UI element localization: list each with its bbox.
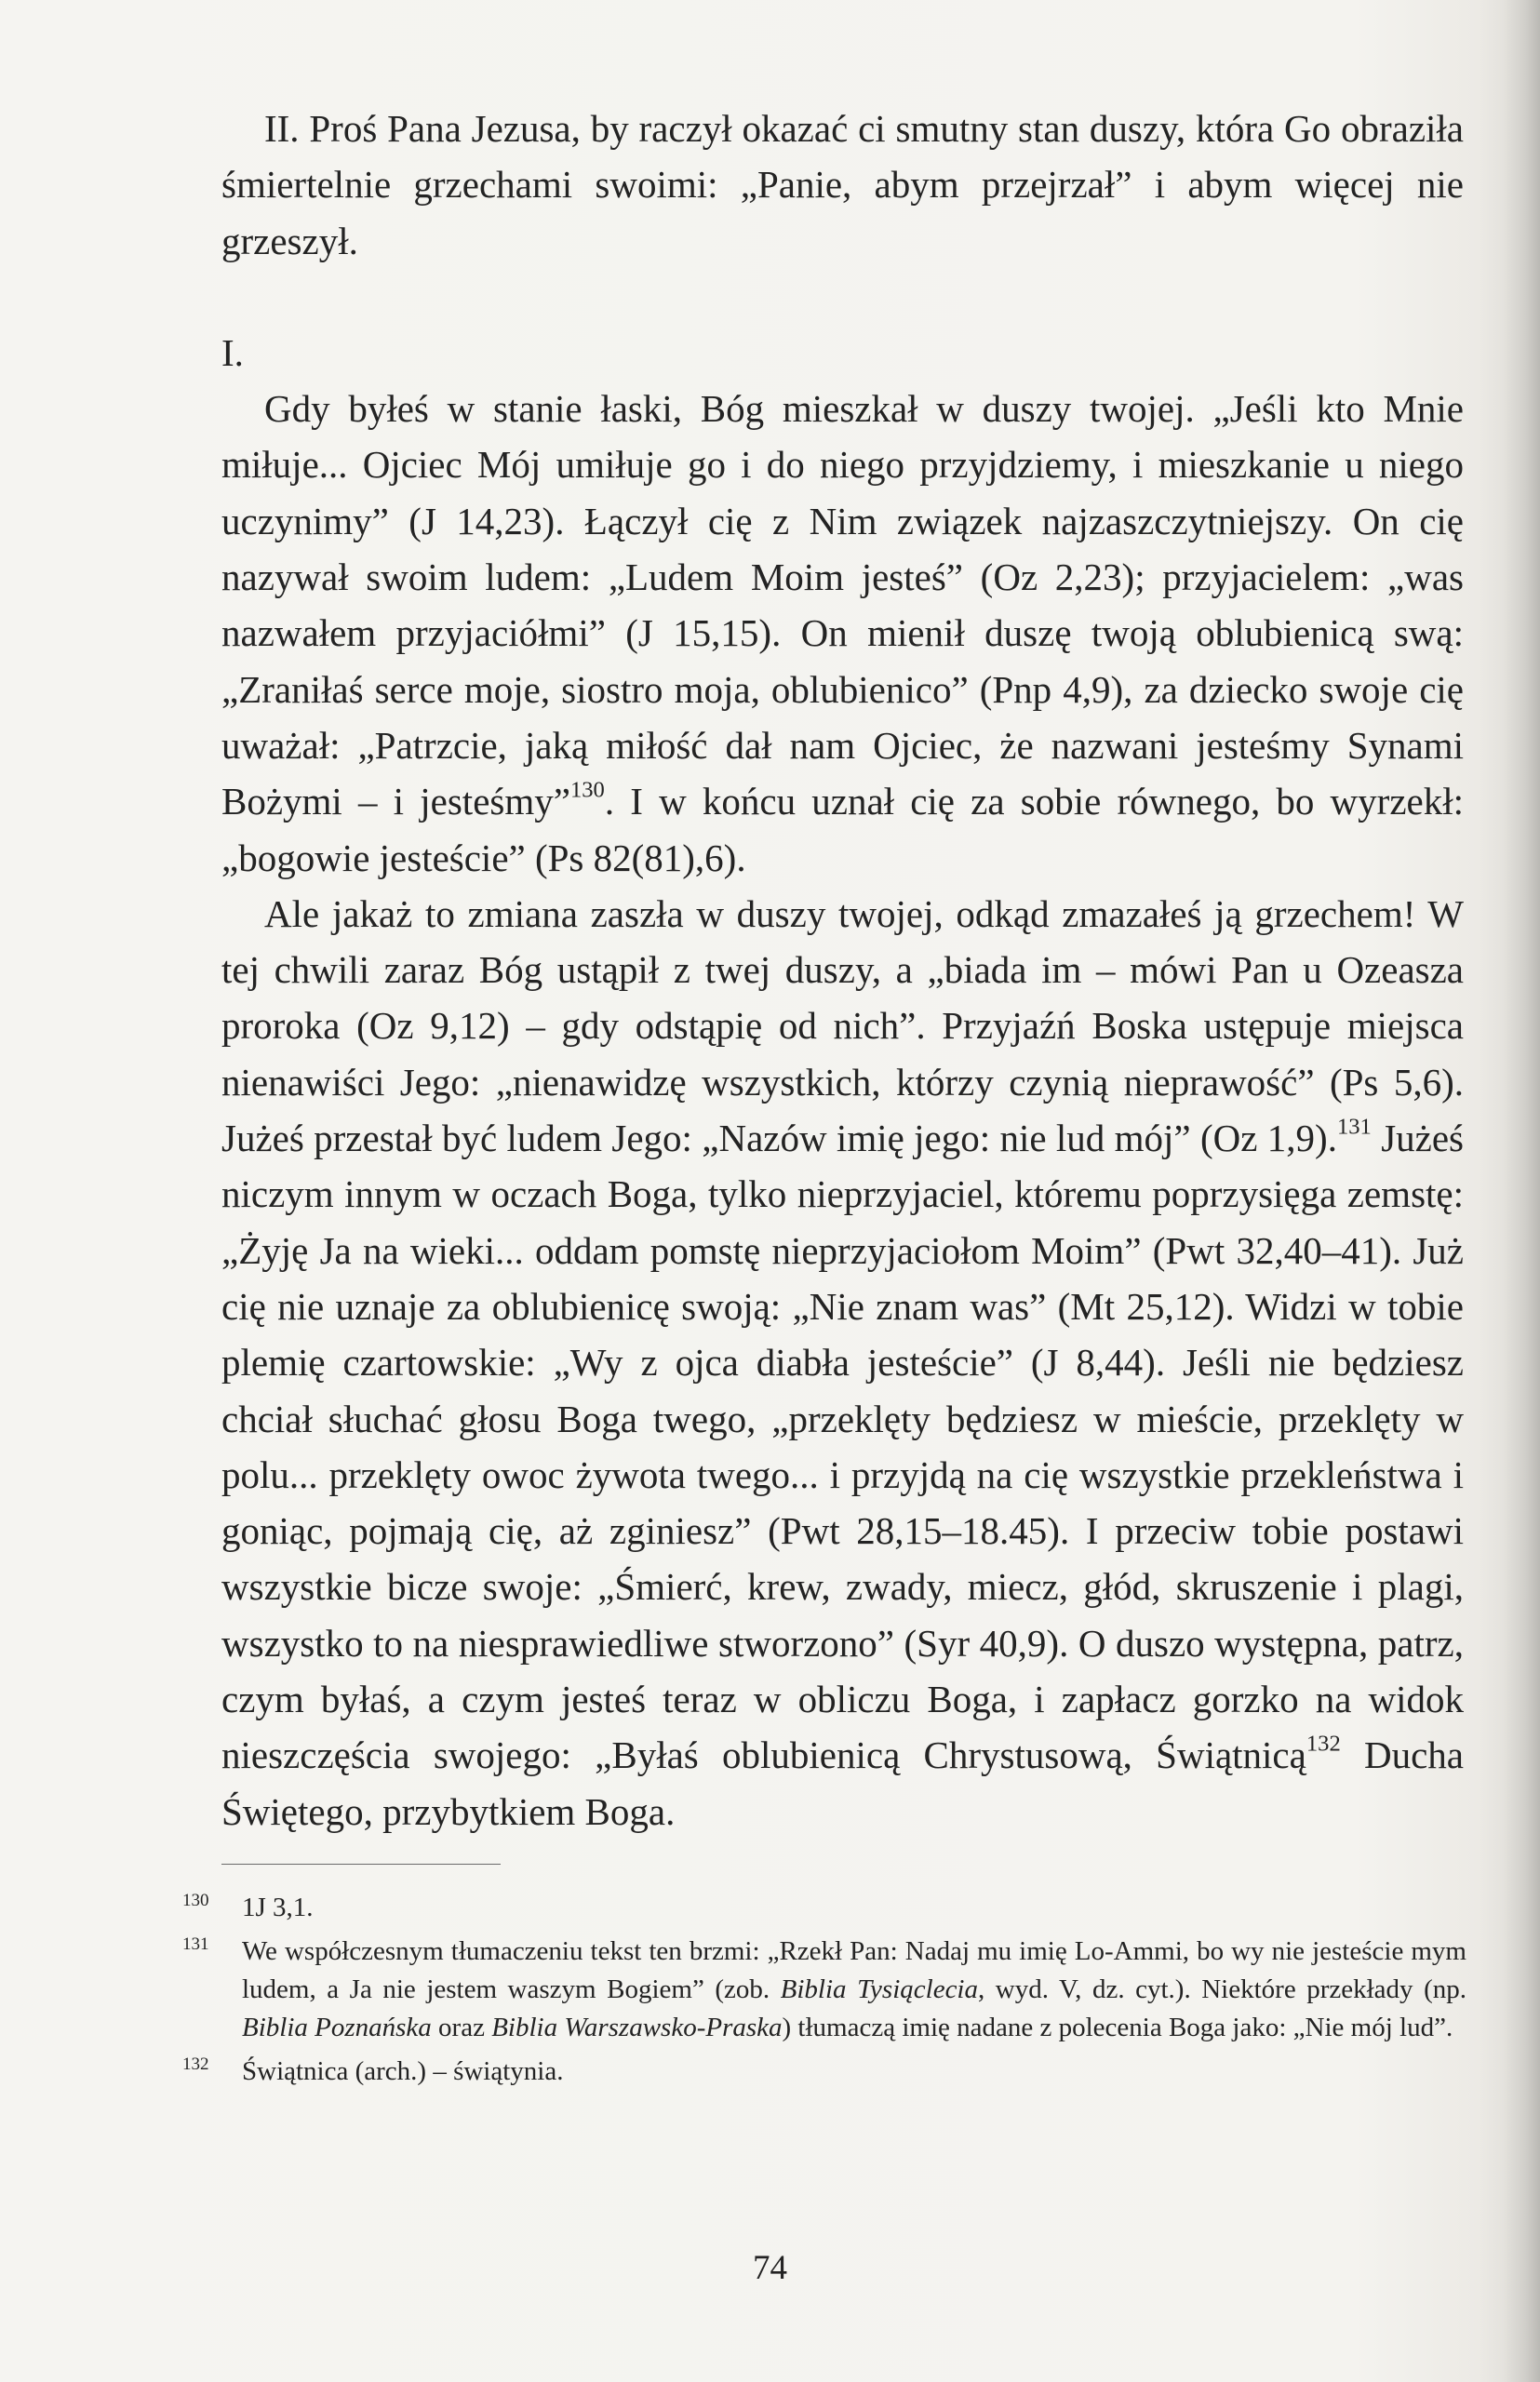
footnotes [182, 1889, 1466, 2096]
footnote-number: 132 [182, 2054, 209, 2074]
footnote-text: Świątnica (arch.) – świątynia. [242, 2056, 564, 2086]
footnote-131 [182, 1933, 1466, 2047]
footnote-title-biblia-warszawsko-praska: Biblia Warszawsko-Praska [491, 2013, 783, 2042]
footnote-ref-132: 132 [1306, 1731, 1341, 1757]
paragraph-1-text-a: Gdy byłeś w stanie łaski, Bóg mieszkał w duszy twojej. „Jeśli kto Mnie miłuje... Ojciec Mój umiłuje go i do niego przyjdziemy, i mieszkanie u niego uczynimy” (J 14,23). Łączył cię z Nim związek najzaszczytniejszy. On cię nazywał swoim ludem: „Ludem Moim jesteś” (Oz 2,23); przyjacielem: „was nazwałem przyjaciółmi” (J 15,15). On mienił duszę twoją oblubienicą swą: „Zraniłaś serce moje, siostro moja, oblubienico” (Pnp 4,9), za dziecko swoje cię uważał: „Patrzcie, jaką miłość dał nam Ojciec, że nazwani jesteśmy Synami Bożymi – i jesteśmy” [221, 387, 1464, 823]
paragraph-2-text-a: Ale jakaż to zmiana zaszła w duszy twojej, odkąd zmazałeś ją grzechem! W tej chwili zaraz Bóg ustąpił z twej duszy, a „biada im – mówi Pan u Ozeasza proroka (Oz 9,12) – gdy odstąpię od nich”. Przyjaźń Boska ustępuje miejsca nienawiści Jego: „nienawidzę wszystkich, którzy czynią nieprawość” (Ps 5,6). Jużeś przestał być ludem Jego: „Nazów imię jego: nie lud mój” (Oz 1,9). [221, 891, 1464, 1160]
footnote-132 [182, 2053, 1466, 2091]
spine-shadow [1503, 0, 1540, 2382]
footnote-title-biblia-poznanska: Biblia Poznańska [242, 2013, 432, 2042]
paragraph-2-text-b: Jużeś niczym innym w oczach Boga, tylko nieprzyjaciel, któremu poprzysięga zemstę: „Żyję Ja na wieki... oddam pomstę nieprzyjaciołom Moim” (Pwt 32,40–41). Już cię nie uznaje za oblubienicę swoją: „Nie znam was” (Mt 25,12). Widzi w tobie plemię czartowskie: „Wy z ojca diabła jesteście” (J 8,44). Jeśli nie będziesz chciał słuchać głosu Boga twego, „przeklęty będziesz w mieście, przeklęty w polu... przeklęty owoc żywota twego... i przyjdą na cię wszystkie przekleństwa i goniąc, pojmają cię, aż zginiesz” (Pwt 28,15–18.45). I przeciw tobie postawi wszystkie bicze swoje: „Śmierć, krew, zwady, miecz, głód, skruszenie i plagi, wszystko to na niesprawiedliwe stworzono” (Syr 40,9). O duszo występna, patrz, czym byłaś, a czym jesteś teraz w obliczu Boga, i zapłacz gorzko na widok nieszczęścia swojego: „Byłaś oblubienicą Chrystusową, Świątnicą [221, 1117, 1465, 1777]
footnote-ref-130: 130 [569, 777, 605, 803]
paragraph-1-text-b: . I w końcu uznał cię za sobie równego, bo wyrzekł: „bogowie jesteście” (Ps 82(81),6). [221, 780, 1464, 879]
footnote-title-biblia-tysiaclecia: Biblia Tysiąclecia [780, 1974, 978, 2004]
footnote-separator [221, 1864, 501, 1865]
footnote-text-a: We współczesnym tłumaczeniu tekst ten brzmi: „Rzekł Pan: Nadaj mu imię Lo-Ammi, bo wy nie jesteście mym ludem, a Ja nie jestem waszym Bogiem” (zob. [242, 1936, 1466, 2004]
footnote-ref-131: 131 [1336, 1114, 1372, 1140]
paragraph-2 [221, 886, 1464, 1840]
footnote-text-b: , wyd. V, dz. cyt.). Niektóre przekłady (np. [978, 1974, 1466, 2004]
footnote-text: 1J 3,1. [242, 1893, 314, 1922]
footnote-text-d: ) tłumaczą imię nadane z polecenia Boga jako: „Nie mój lud”. [782, 2013, 1453, 2042]
footnote-number: 131 [182, 1934, 209, 1954]
section-i-heading: I. [221, 330, 244, 374]
paragraph-2-text-c: Ducha Świętego, przybytkiem Boga. [221, 1733, 1465, 1833]
paragraph-1 [221, 381, 1464, 886]
section-ii-paragraph: II. Proś Pana Jezusa, by raczył okazać ci smutny stan duszy, która Go obraziła śmiertelnie grzechami swoimi: „Panie, abym przejrzał” i abym więcej nie grzeszył. [221, 107, 1464, 262]
main-text [221, 100, 1464, 1840]
page-number: 74 [753, 2249, 787, 2287]
footnote-130 [182, 1889, 1466, 1927]
spacer [221, 269, 1464, 325]
footnote-text-c: oraz [431, 2013, 492, 2042]
footnote-number: 130 [182, 1891, 209, 1910]
